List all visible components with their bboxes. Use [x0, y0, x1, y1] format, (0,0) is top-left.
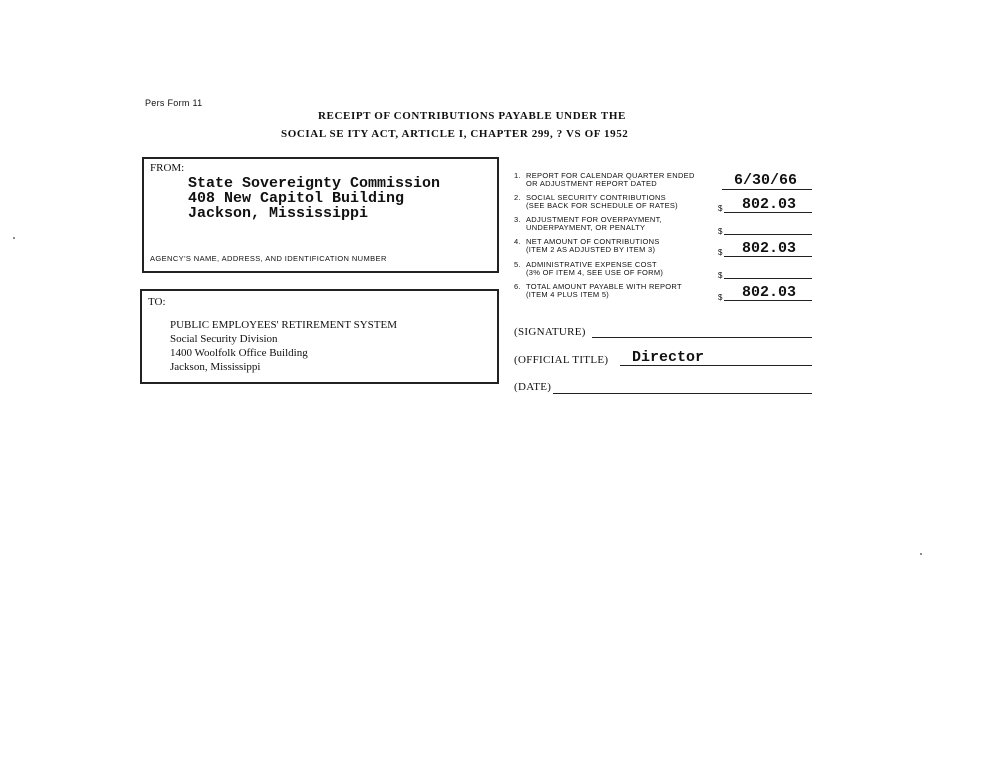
scan-speck — [920, 553, 922, 555]
item-6-field[interactable] — [724, 284, 812, 301]
item-4-value: 802.03 — [742, 240, 797, 257]
from-agency-name: State Sovereignty Commission — [188, 175, 441, 192]
item-6-value: 802.03 — [742, 284, 797, 301]
to-line-2: Social Security Division — [170, 333, 278, 345]
item-6-label: 6. TOTAL AMOUNT PAYABLE WITH REPORT (ITEM 4 PLUS ITEM 5) — [514, 282, 682, 299]
official-title-field[interactable] — [620, 350, 812, 366]
item-4-dollar: $ — [718, 248, 723, 257]
item-6-dollar: $ — [718, 293, 723, 302]
item-1-value: 6/30/66 — [734, 172, 798, 189]
item-4-label: 4. NET AMOUNT OF CONTRIBUTIONS (ITEM 2 AS ADJUSTED BY ITEM 3) — [514, 237, 660, 254]
item-1-field[interactable] — [722, 172, 812, 190]
form-title-line-1: RECEIPT OF CONTRIBUTIONS PAYABLE UNDER THE — [318, 110, 626, 122]
item-2-value: 802.03 — [742, 196, 797, 213]
official-title-label: (OFFICIAL TITLE) — [514, 354, 609, 366]
item-5-field[interactable] — [724, 263, 812, 279]
to-label: TO: — [148, 296, 166, 308]
to-line-3: 1400 Woolfolk Office Building — [170, 347, 308, 359]
item-2-label: 2. SOCIAL SECURITY CONTRIBUTIONS (SEE BACK FOR SCHEDULE OF RATES) — [514, 193, 678, 210]
form-number: Pers Form 11 — [145, 98, 203, 108]
item-5-dollar: $ — [718, 271, 723, 280]
item-2-field[interactable] — [724, 196, 812, 213]
item-2-dollar: $ — [718, 204, 723, 213]
item-3-label: 3. ADJUSTMENT FOR OVERPAYMENT, UNDERPAYMENT, OR PENALTY — [514, 215, 663, 232]
form-title-line-2: SOCIAL SE ITY ACT, ARTICLE I, CHAPTER 299, ? VS OF 1952 — [281, 128, 629, 140]
item-5-label: 5. ADMINISTRATIVE EXPENSE COST (3% OF ITEM 4, SEE USE OF FORM) — [514, 260, 664, 277]
signature-field[interactable] — [592, 324, 812, 338]
scan-speck — [13, 237, 15, 239]
from-city: Jackson, Mississippi — [188, 205, 369, 222]
official-title-value: Director — [632, 349, 705, 366]
signature-label: (SIGNATURE) — [514, 326, 586, 338]
item-3-dollar: $ — [718, 227, 723, 236]
item-1-label: 1. REPORT FOR CALENDAR QUARTER ENDED OR ADJUSTMENT REPORT DATED — [514, 171, 695, 188]
to-line-1: PUBLIC EMPLOYEES' RETIREMENT SYSTEM — [170, 319, 397, 331]
from-label: FROM: — [150, 162, 185, 174]
date-field[interactable] — [553, 381, 812, 394]
date-label: (DATE) — [514, 381, 552, 393]
to-line-4: Jackson, Mississippi — [170, 361, 261, 373]
from-address: 408 New Capitol Building — [188, 190, 405, 207]
from-footer-label: AGENCY'S NAME, ADDRESS, AND IDENTIFICATION NUMBER — [150, 254, 387, 263]
item-3-field[interactable] — [724, 219, 812, 235]
item-4-field[interactable] — [724, 240, 812, 257]
